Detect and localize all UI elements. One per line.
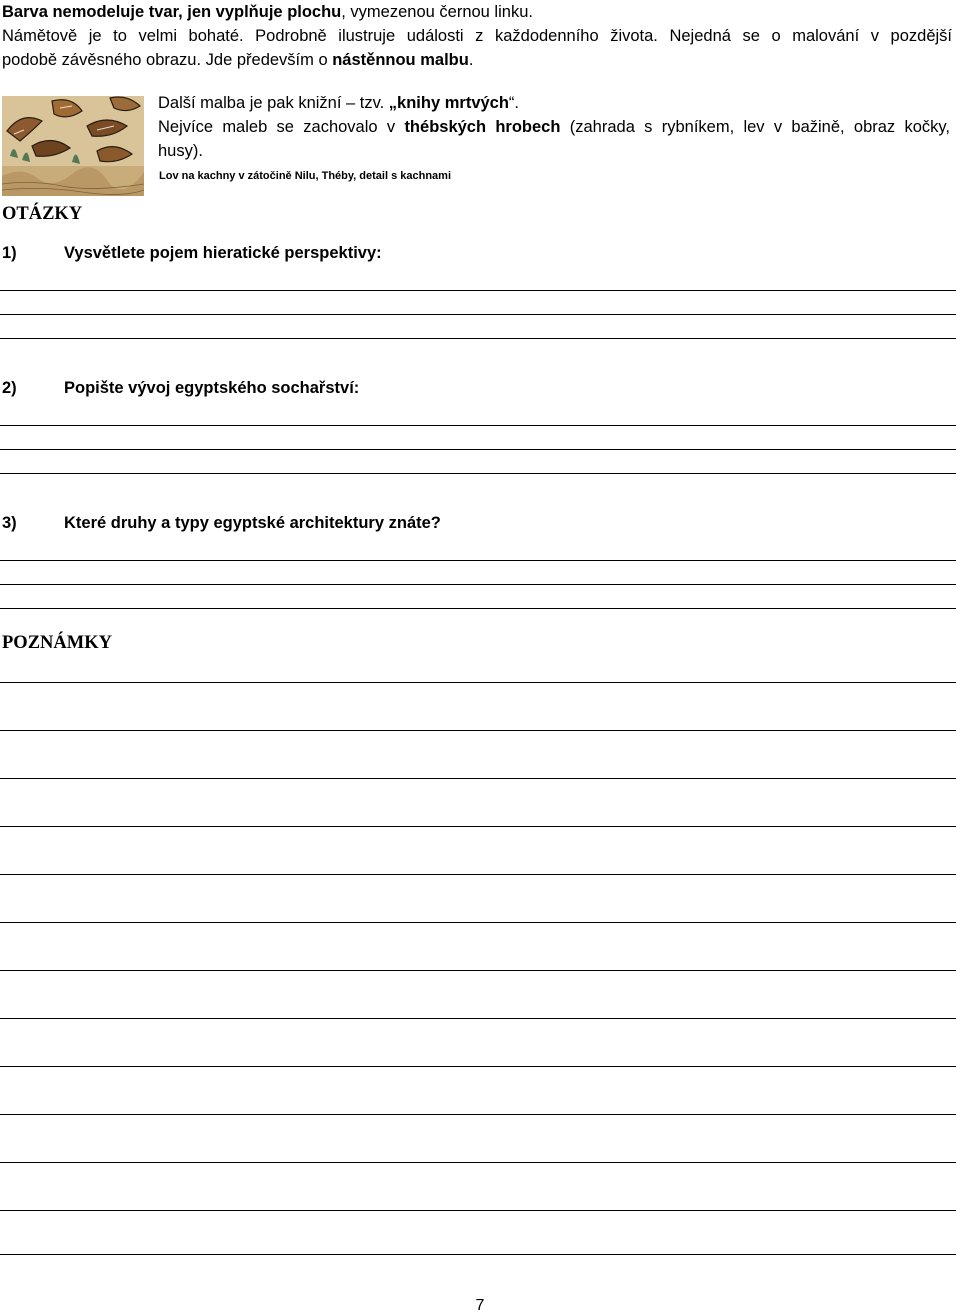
book-of-dead-paragraph — [158, 91, 950, 163]
notes-line[interactable] — [0, 922, 956, 923]
paragraph-text: Nejvíce maleb se zachovalo v — [158, 118, 405, 136]
wall-painting-term: nástěnnou malbu — [332, 51, 469, 69]
answer-line[interactable] — [0, 314, 956, 315]
question-number: 3) — [2, 514, 17, 532]
answer-line[interactable] — [0, 473, 956, 474]
question-2 — [2, 379, 359, 398]
theban-tombs-term: thébských hrobech — [404, 118, 561, 136]
notes-line[interactable] — [0, 682, 956, 683]
intro-line-2: Námětově je to velmi bohaté. Podrobně ilustruje události z každodenního života. Nejedná se o malování v pozdější — [2, 27, 952, 45]
paragraph-text: (zahrada s rybníkem, lev v bažině, obraz kočky, — [560, 118, 951, 136]
answer-line[interactable] — [0, 608, 956, 609]
answer-line[interactable] — [0, 425, 956, 426]
notes-line[interactable] — [0, 1210, 956, 1211]
notes-heading: POZNÁMKY — [2, 633, 112, 653]
question-text: Které druhy a typy egyptské architektury znáte? — [64, 514, 441, 532]
question-text: Popište vývoj egyptského sochařství: — [64, 379, 360, 397]
book-of-dead-term: „knihy mrtvých — [388, 94, 509, 112]
notes-line[interactable] — [0, 1018, 956, 1019]
answer-line[interactable] — [0, 584, 956, 585]
paragraph-line-2 — [158, 115, 950, 139]
questions-heading: OTÁZKY — [2, 204, 83, 224]
notes-line[interactable] — [0, 1066, 956, 1067]
image-caption: Lov na kachny v zátočině Nilu, Théby, detail s kachnami — [159, 170, 451, 182]
answer-line[interactable] — [0, 338, 956, 339]
notes-line[interactable] — [0, 1254, 956, 1255]
question-number: 2) — [2, 379, 17, 397]
notes-line[interactable] — [0, 778, 956, 779]
notes-line[interactable] — [0, 826, 956, 827]
intro-paragraph — [2, 0, 952, 72]
notes-line[interactable] — [0, 1162, 956, 1163]
notes-line[interactable] — [0, 730, 956, 731]
intro-line-1 — [2, 0, 952, 24]
answer-line[interactable] — [0, 290, 956, 291]
question-3 — [2, 514, 441, 533]
duck-hunt-painting-image — [2, 96, 144, 196]
paragraph-text: Další malba je pak knižní – tzv. — [158, 94, 389, 112]
question-1 — [2, 244, 382, 263]
question-text: Vysvětlete pojem hieratické perspektivy: — [64, 244, 382, 262]
intro-text: . — [468, 51, 474, 69]
answer-line[interactable] — [0, 449, 956, 450]
paragraph-line-1 — [158, 91, 950, 115]
question-number: 1) — [2, 244, 17, 262]
intro-text: podobě závěsného obrazu. Jde především o — [2, 51, 333, 69]
notes-line[interactable] — [0, 874, 956, 875]
answer-line[interactable] — [0, 560, 956, 561]
notes-line[interactable] — [0, 1114, 956, 1115]
intro-bold-text: Barva nemodeluje tvar, jen vyplňuje plochu — [2, 3, 342, 21]
page-number: 7 — [475, 1297, 485, 1314]
notes-line[interactable] — [0, 970, 956, 971]
paragraph-text: “. — [508, 94, 520, 112]
intro-line-3 — [2, 48, 952, 72]
intro-text: , vymezenou černou linku. — [341, 3, 533, 21]
paragraph-line-3: husy). — [158, 142, 203, 160]
